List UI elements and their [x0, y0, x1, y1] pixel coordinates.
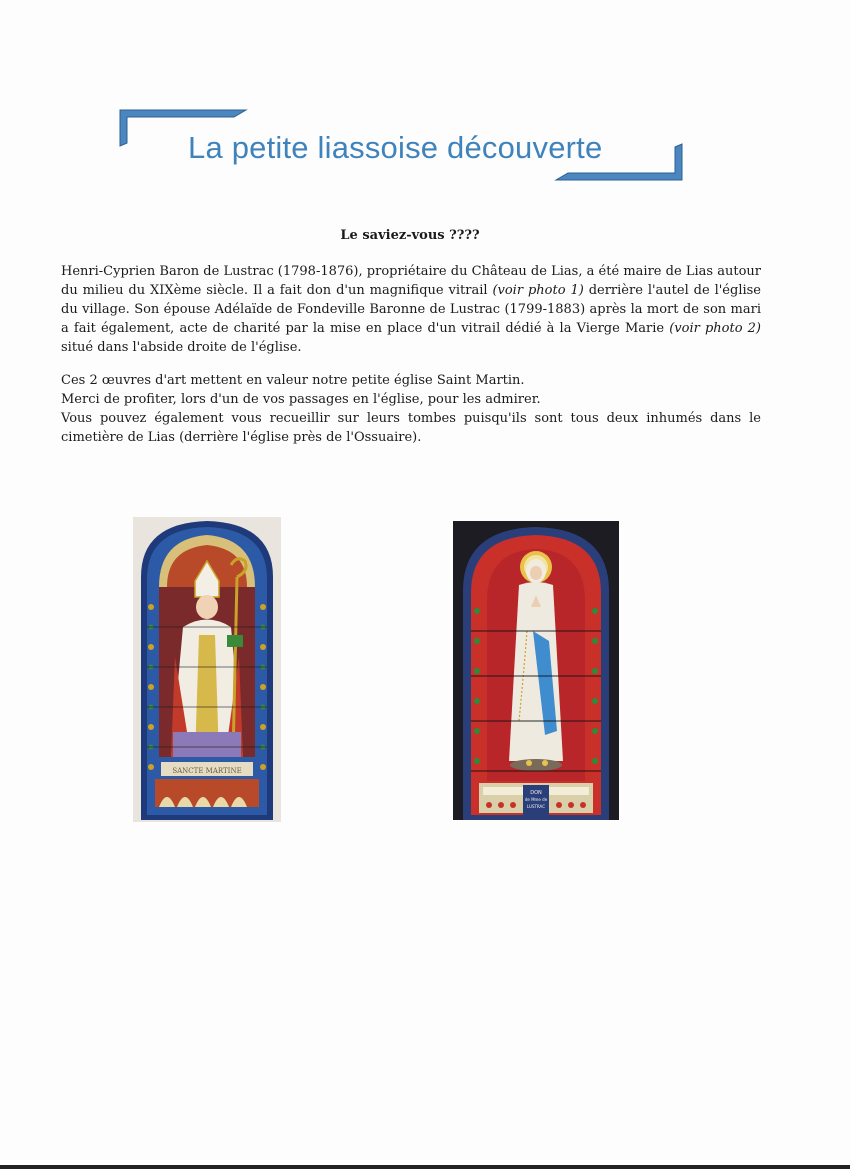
paragraph-line: Merci de profiter, lors d'un de vos passages en l'église, pour les admirer.: [61, 392, 541, 407]
visit-paragraph: [61, 371, 761, 447]
photo1-inscription: SANCTE MARTINE: [172, 767, 242, 775]
page-title: La petite liassoise découverte: [188, 130, 603, 165]
history-paragraph: [61, 262, 761, 357]
stained-glass-photo-saint-martin: [133, 517, 281, 822]
photo2-plaque-line3: LUSTRAC: [526, 804, 546, 809]
scan-edge: [0, 1165, 850, 1169]
paragraph-text: Henri-Cyprien Baron de Lustrac (1798-1876), propriétaire du Château de Lias, a été maire de Lias autour du milieu du XIXème siècle. Il a fait don d'un magnifique vitrail: [61, 264, 761, 298]
photo2-plaque-line1: DON: [530, 790, 542, 796]
stained-glass-photo-virgin-mary: [453, 521, 619, 820]
photo2-plaque-line2: de Mme de: [524, 797, 548, 802]
title-banner: [118, 108, 684, 182]
photo-reference-1: (voir photo 1): [492, 283, 584, 298]
paragraph-line: Ces 2 œuvres d'art mettent en valeur notre petite église Saint Martin.: [61, 373, 525, 388]
paragraph-text: situé dans l'abside droite de l'église.: [61, 340, 302, 355]
photo-reference-2: (voir photo 2): [669, 321, 762, 336]
paragraph-line: Vous pouvez également vous recueillir sur leurs tombes puisqu'ils sont tous deux inhumés dans le cimetière de Lias (derrière l'église près de l'Ossuaire).: [61, 411, 761, 445]
section-heading: Le saviez-vous ????: [340, 228, 480, 243]
paragraph-text: derrière l'autel de l'église du village. Son épouse Adélaïde de Fondeville Baronne de Lustrac (1799-1883) après la mort de son mari a fait également, acte de charité par la mise en place d'un vitrail dédié à la Vierge Marie: [61, 283, 762, 336]
